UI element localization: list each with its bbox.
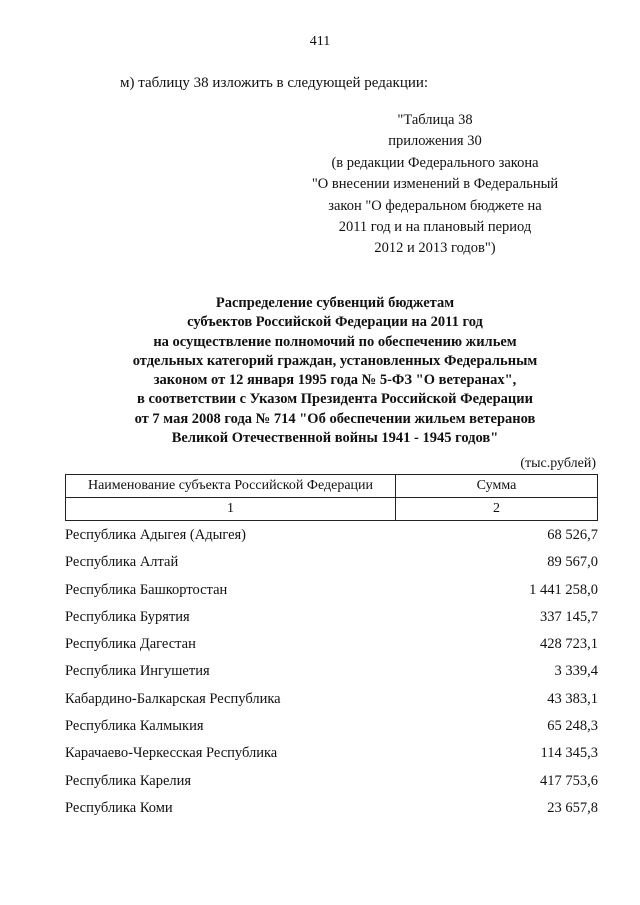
- title-line: от 7 мая 2008 года № 714 "Об обеспечении жильем ветеранов: [134, 410, 536, 427]
- region-name: Республика Карелия: [65, 772, 192, 789]
- region-name: Кабардино-Балкарская Республика: [65, 690, 281, 707]
- region-name: Республика Башкортостан: [65, 581, 228, 598]
- column-number-cell: 2: [396, 498, 598, 521]
- attribution-line: "О внесении изменений в Федеральный: [311, 176, 559, 193]
- table-row: [65, 713, 598, 740]
- attribution-line: приложения 30: [388, 133, 482, 150]
- region-amount: 337 145,7: [540, 608, 598, 625]
- attribution-line: 2011 год и на плановый период: [338, 219, 532, 236]
- region-name: Карачаево-Черкесская Республика: [65, 745, 278, 762]
- document-title: [40, 294, 630, 448]
- attribution-line: (в редакции Федерального закона: [331, 154, 539, 171]
- table-header: [65, 474, 598, 521]
- region-name: Республика Ингушетия: [65, 663, 210, 680]
- region-name: Республика Калмыкия: [65, 718, 204, 735]
- table-row: [65, 631, 598, 658]
- table-row: [65, 768, 598, 795]
- region-amount: 114 345,3: [540, 745, 598, 762]
- table-row: [65, 658, 598, 685]
- title-line: отдельных категорий граждан, установленных Федеральным: [132, 352, 538, 369]
- region-name: Республика Бурятия: [65, 608, 190, 625]
- table-row: [65, 549, 598, 576]
- intro-text: м) таблицу 38 изложить в следующей редакции:: [120, 75, 429, 91]
- region-name: Республика Адыгея (Адыгея): [65, 527, 247, 543]
- table-row: [65, 522, 598, 549]
- header-row: [66, 475, 598, 498]
- region-amount: 43 383,1: [547, 690, 598, 707]
- table-row: [65, 577, 598, 604]
- header-name-cell: Наименование субъекта Российской Федерации: [66, 475, 396, 498]
- column-number-cell: 1: [66, 498, 396, 521]
- table-row: [65, 604, 598, 631]
- title-line: субъектов Российской Федерации на 2011 год: [187, 314, 483, 331]
- region-amount: 3 339,4: [554, 663, 598, 680]
- title-line: Распределение субвенций бюджетам: [215, 295, 455, 311]
- title-line: Великой Отечественной войны 1941 - 1945 годов": [171, 430, 499, 447]
- column-number-row: [66, 498, 598, 521]
- region-amount: 428 723,1: [540, 636, 598, 653]
- region-name: Республика Алтай: [65, 554, 179, 571]
- table-row: [65, 740, 598, 767]
- title-line: в соответствии с Указом Президента Российской Федерации: [137, 391, 533, 408]
- page-number: 411: [309, 34, 331, 49]
- region-amount: 1 441 258,0: [529, 581, 598, 598]
- region-amount: 23 657,8: [547, 799, 598, 816]
- header-amount-cell: Сумма: [396, 475, 598, 498]
- title-line: законом от 12 января 1995 года № 5-ФЗ "О ветеранах",: [153, 372, 517, 389]
- region-amount: 68 526,7: [547, 527, 598, 543]
- region-amount: 89 567,0: [547, 554, 598, 571]
- attribution-line: "Таблица 38: [397, 112, 473, 128]
- table-row: [65, 795, 598, 822]
- attribution-line: закон "О федеральном бюджете на: [328, 197, 542, 214]
- title-line: на осуществление полномочий по обеспечению жильем: [153, 333, 517, 350]
- table-row: [65, 686, 598, 713]
- units-label: (тыс.рублей): [520, 456, 596, 471]
- region-amount: 65 248,3: [547, 718, 598, 735]
- table-attribution: [280, 110, 590, 260]
- table-body: [65, 522, 598, 822]
- region-name: Республика Дагестан: [65, 636, 196, 653]
- region-name: Республика Коми: [65, 799, 173, 816]
- attribution-line: 2012 и 2013 годов"): [374, 240, 496, 257]
- region-amount: 417 753,6: [540, 772, 598, 789]
